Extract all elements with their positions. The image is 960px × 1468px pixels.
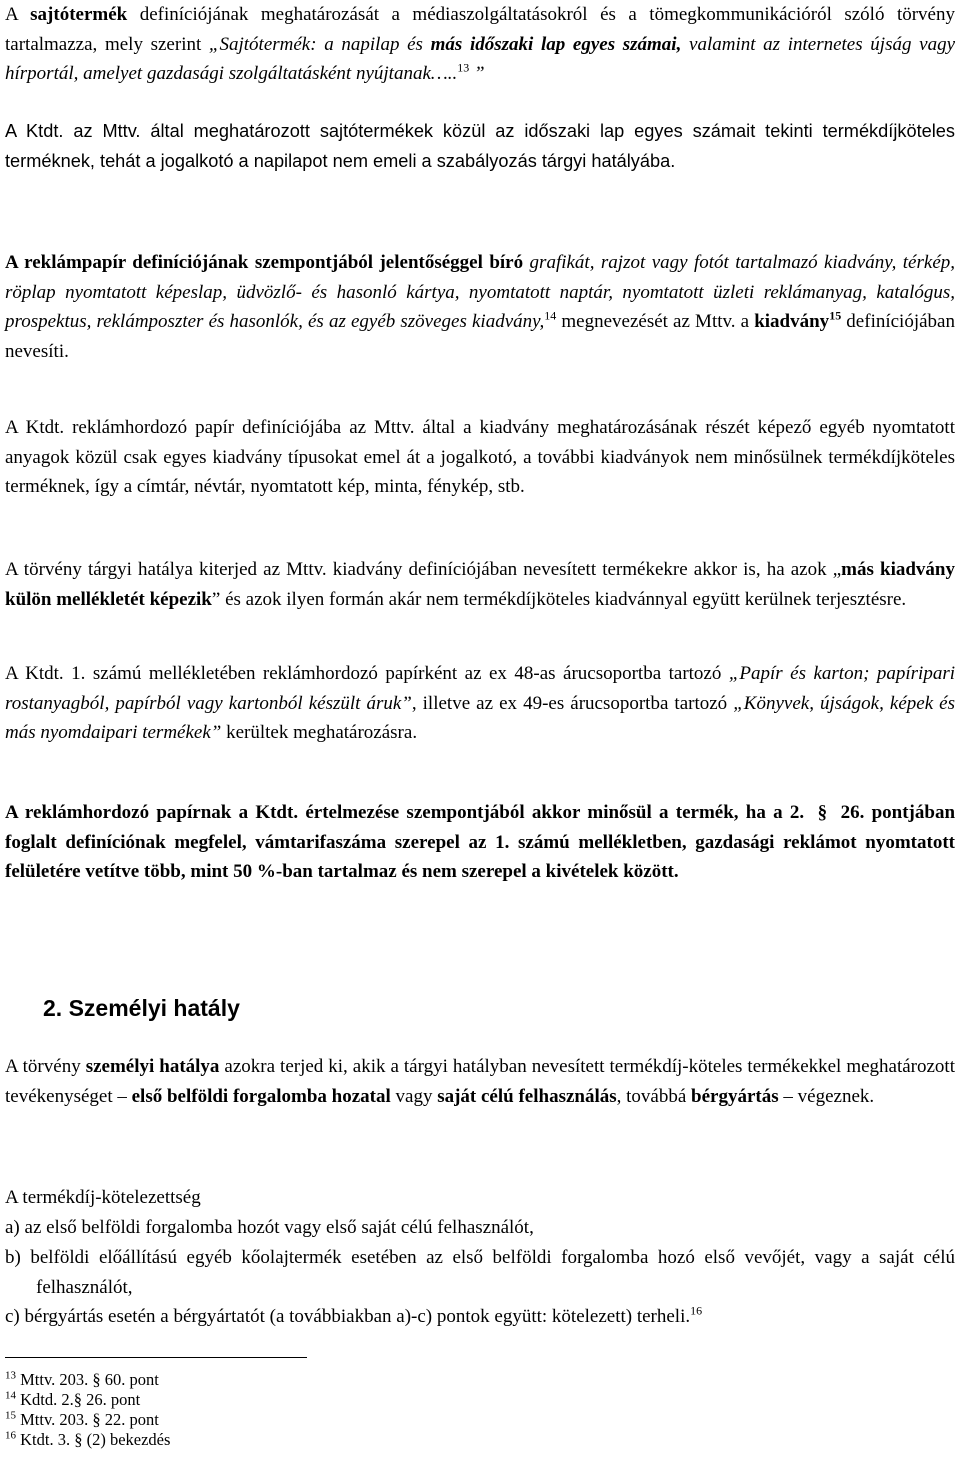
footnote-number: 13 [5,1369,16,1382]
paragraph-melleklet [5,659,955,748]
section-sign: § [92,1410,101,1429]
paragraph-definicio [5,798,955,887]
text-run: A [5,4,31,25]
footnote-number: 14 [5,1389,16,1402]
quote-papir: „Papír és karton; papíripari rostanyagból, papírból vagy kartonból készült áruk” [5,663,955,714]
text-run: A reklámhordozó papírnak a Ktdt. értelmezése szempontjából akkor minősül a termék, ha a 2. [5,802,805,823]
paragraph-reklampapir [5,248,955,366]
section-sign: § [73,1390,82,1409]
footnote-ref-15: 15 [829,308,842,323]
term-forgalomba-hozatal: első belföldi forgalomba hozatal [131,1085,391,1107]
term-reklampapir: A reklámpapír definíciójának szempontjából jelentőséggel bíró [5,252,524,273]
paragraph-reklamhordozo: A Ktdt. reklámhordozó papír definíciójába az Mttv. által a kiadvány meghatározásának részét képező egyéb nyomtatott anyagok közül csak egyes kiadvány típusokat emel át a jogalkotó, a további kiadványok nem minősülnek termékdíjköteles terméknek, így a címtár, névtár, nyomtatott kép, minta, fénykép, stb. [5,417,955,497]
footnote-14 [5,1390,505,1410]
text-run: A törvény tárgyi hatálya kiterjed az Mttv. kiadvány definíciójában nevesített termékekre akkor is, ha azok „ [5,559,842,580]
footnote-text: (2) bekezdés [82,1430,171,1449]
obligation-item-a: a) az első belföldi forgalomba hozót vagy első saját célú felhasználót, [5,1217,534,1238]
footnote-divider [5,1357,307,1358]
paragraph-ktdt-mttv: A Ktdt. az Mttv. által meghatározott sajtótermékek közül az időszaki lap egyes számait tekinti termékdíjköteles terméknek, tehát a jogalkotó a napilapot nem emeli a szabályozás tárgyi hatályába. [5,121,955,171]
text-run: c) bérgyártás esetén a bérgyártatót (a továbbiakban a)-c) pontok együtt: kötelezett) terheli. [5,1306,691,1327]
footnote-text: 26. pont [82,1390,141,1409]
text-run: – végeznek. [778,1085,875,1107]
text-run: definíciójának meghatározását a médiaszolgáltatásokról és a tömegkommunikációról szóló törvény tartalmazza, mely szerint [5,4,955,55]
footnote-text: Ktdt. 3. [20,1430,75,1449]
text-run: vagy [390,1085,438,1107]
footnote-16 [5,1430,505,1450]
footnote-text: Mttv. 203. [20,1370,93,1389]
section-sign: § [92,1370,101,1389]
text-run: , illetve az ex 49-es árucsoportba tartozó [411,692,734,714]
paragraph-sajtotermek [5,0,955,89]
footnote-ref-16: 16 [690,1303,703,1318]
text-run: , továbbá [616,1085,692,1107]
footnote-13 [5,1370,505,1390]
footnote-text: Kdtd. 2. [20,1390,74,1409]
text-run: megnevezését az Mttv. a [556,311,755,332]
footnote-text: 60. pont [100,1370,159,1389]
footnote-number: 15 [5,1409,16,1422]
text-run: definíciójában nevesíti. [5,311,955,362]
quote-konyvek: „Könyvek, újságok, képek és más nyomdaipari termékek” [5,692,956,743]
text-run: A Ktdt. 1. számú mellékletében reklámhordozó papírként az ex 48-as árucsoportba tartozó [5,663,729,684]
term-sajtotermek: sajtótermék [30,4,128,25]
footnotes [5,1370,505,1450]
footnote-ref-14: 14 [544,308,557,323]
quote-run: valamint az internetes újság vagy hírportál, amelyet gazdasági szolgáltatásként nyújtanak….. [5,33,955,84]
text-run: 26. pontjában foglalt definíciónak megfelel, vámtarifaszáma szerepel az 1. számú mellékletben, gazdasági reklámot nyomtatott felületére vetítve több, mint 50 %-ban tartalmaz és nem szerepel a kivételek között. [5,802,956,882]
obligation-title: A termékdíj-kötelezettség [5,1187,201,1208]
footnote-text: 22. pont [100,1410,159,1429]
term-szemelyi-hataly: személyi hatálya [85,1056,220,1077]
term-kiadvany: kiadvány [754,311,830,332]
section-sign: § [817,802,828,823]
text-run: kerültek meghatározásra. [221,722,418,743]
quote-run: „Sajtótermék: a napilap és [208,33,431,55]
section-sign: § [74,1430,83,1449]
paragraph-szemelyi-hataly [5,1052,955,1111]
quote-emphasis: más időszaki lap egyes számai, [430,33,682,55]
obligation-item-b: b) belföldi előállítású egyéb kőolajtermék esetében az első belföldi forgalomba hozó első vevőjét, vagy a saját célú felhasználót, [5,1247,955,1298]
emphasis-melleklet: más kiadvány külön mellékletét képezik [5,559,955,610]
paragraph-targyi-hataly [5,555,955,614]
section-heading: 2. Személyi hatály [43,995,240,1021]
footnote-number: 16 [5,1429,16,1442]
text-run: A törvény [5,1056,86,1077]
text-run: azokra terjed ki, akik a tárgyi hatályban nevesített termékdíj-köteles termékekkel meghatározott tevékenységet – [5,1056,955,1107]
kiadvany-list: grafikát, rajzot vagy fotót tartalmazó kiadvány, térkép, röplap nyomtatott képeslap, üdvözlő- és hasonló kártya, nyomtatott naptár, nyomtatott üzleti reklámanyag, katalógus, prospektus, reklámposzter és hasonlók, és az egyéb szöveges kiadvány, [5,252,955,332]
term-sajat-celu: saját célú felhasználás [437,1085,617,1107]
term-bergyartas: bérgyártás [691,1085,779,1107]
footnote-15 [5,1410,505,1430]
obligation-item-c [5,1302,955,1332]
quote-close: ” [469,63,485,84]
footnote-text: Mttv. 203. [20,1410,93,1429]
text-run: ” és azok ilyen formán akár nem termékdíjköteles kiadvánnyal együtt kerülnek terjesztésre. [211,588,907,610]
footnote-ref-13: 13 [457,60,470,75]
